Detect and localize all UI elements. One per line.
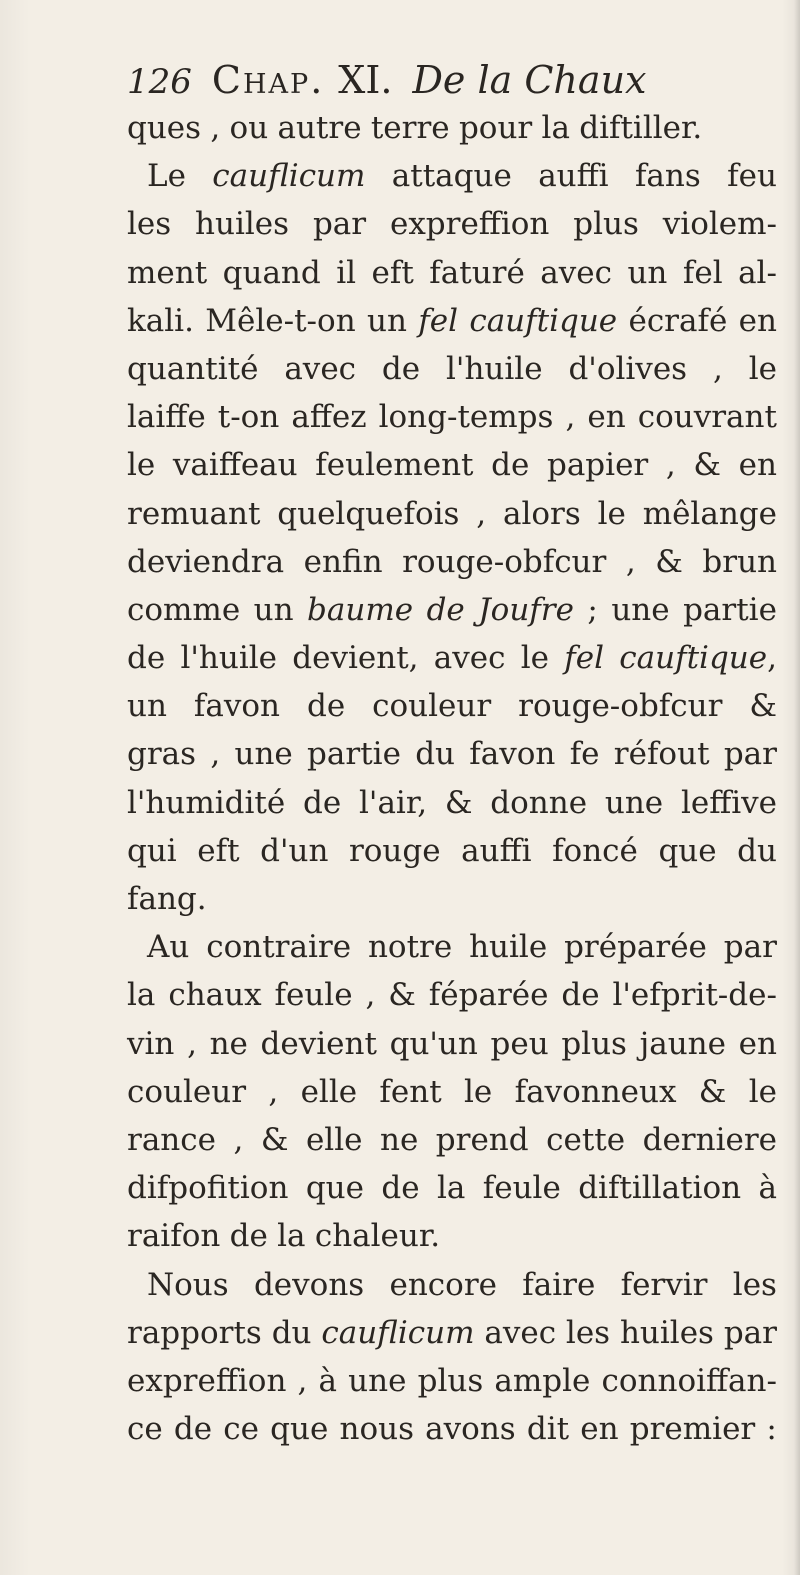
word: l'humidité	[127, 784, 286, 821]
word: rouge-obfcur	[402, 543, 607, 580]
word: brun	[702, 543, 777, 580]
chapter-title: De la Chaux	[412, 58, 647, 102]
word: Le	[147, 158, 186, 195]
word: en	[738, 447, 777, 484]
word: ce	[127, 1411, 163, 1448]
text-line	[127, 1405, 777, 1453]
word: quelquefois	[277, 495, 460, 532]
word: Joufre	[478, 591, 574, 628]
word: encore	[389, 1266, 497, 1303]
word: Au	[147, 929, 190, 966]
word: il	[336, 254, 357, 291]
word: al-	[738, 254, 777, 291]
text-line	[127, 1212, 777, 1260]
word: elle	[300, 1073, 358, 1110]
word: attaque	[391, 158, 512, 195]
text-line	[127, 249, 777, 297]
text-line	[127, 200, 777, 248]
word: qui	[127, 832, 177, 869]
text-line	[127, 1309, 777, 1357]
word: partie	[307, 736, 401, 773]
word: long-temps	[378, 399, 554, 436]
word: kali.	[127, 302, 194, 339]
word: huile	[469, 929, 548, 966]
word: pour	[458, 110, 533, 146]
word: plus	[573, 206, 639, 243]
word: peu	[490, 1025, 549, 1062]
word: chaleur.	[314, 1218, 441, 1255]
word: rouge	[348, 832, 441, 869]
word: avec	[540, 254, 612, 291]
word: par	[723, 736, 777, 773]
word: foncé	[552, 832, 638, 869]
text-line	[127, 1357, 777, 1405]
word: de	[173, 1411, 213, 1448]
word: remuant	[127, 495, 261, 532]
word: fel	[682, 254, 723, 291]
word: de	[306, 688, 346, 725]
word: la	[436, 1170, 466, 1207]
word: une	[348, 1362, 407, 1399]
text-line	[127, 1116, 777, 1164]
text-line	[127, 682, 777, 730]
word: de	[229, 1218, 268, 1255]
word: premier	[629, 1411, 756, 1448]
text-line	[127, 971, 777, 1019]
word: ,	[625, 543, 636, 580]
word: diftiller.	[579, 110, 703, 146]
word: avons	[425, 1411, 516, 1448]
text-line	[127, 779, 777, 827]
word: que	[305, 1170, 364, 1207]
word: quand	[222, 254, 321, 291]
word: devient,	[292, 640, 419, 677]
word: papier	[546, 447, 649, 484]
word: avec	[484, 1314, 557, 1351]
word: une	[604, 784, 664, 821]
word: couvrant	[637, 399, 777, 436]
text-line	[127, 393, 777, 441]
word: elle	[305, 1121, 363, 1158]
word: feulement	[315, 447, 474, 484]
word: en	[587, 399, 626, 436]
word: l'air,	[359, 784, 428, 821]
word: ce	[223, 1411, 259, 1448]
word: ,	[268, 1073, 279, 1110]
word: &	[260, 1121, 289, 1158]
word: que	[270, 1411, 329, 1448]
word: par	[723, 1314, 777, 1351]
word: devient	[260, 1025, 377, 1062]
text-line	[127, 1068, 777, 1116]
word: &	[444, 784, 473, 821]
word: expreffion	[127, 1362, 287, 1399]
word: :	[766, 1411, 777, 1448]
word: un	[367, 302, 407, 339]
word: dit	[526, 1411, 570, 1448]
word: fent	[379, 1073, 442, 1110]
word: à	[318, 1362, 338, 1399]
word: plus	[417, 1362, 484, 1399]
word: le	[464, 1073, 493, 1110]
word: l'huile	[180, 640, 278, 677]
word: vin	[127, 1025, 175, 1062]
text-line	[127, 875, 777, 923]
word: feule	[482, 1170, 561, 1207]
word: deviendra	[127, 543, 285, 580]
word: ,	[712, 350, 723, 387]
word: &	[388, 977, 416, 1014]
word: diftillation	[578, 1170, 742, 1207]
word: favonneux	[514, 1073, 677, 1110]
body-text	[127, 104, 777, 1453]
word: couleur	[372, 688, 492, 725]
word: notre	[367, 929, 453, 966]
word: le	[748, 350, 777, 387]
word: faire	[522, 1266, 596, 1303]
word: ,	[210, 736, 221, 773]
word: laiffe	[127, 399, 206, 436]
word: Nous	[147, 1266, 229, 1303]
word: ,	[365, 977, 376, 1014]
page-number: 126	[127, 62, 192, 102]
word: baume	[307, 591, 414, 628]
word: leffive	[680, 784, 777, 821]
word: connoiffan-	[601, 1362, 777, 1399]
word: jaune	[639, 1025, 726, 1062]
word: fans	[634, 158, 701, 195]
word: &	[655, 543, 683, 580]
word: cauftique,	[619, 640, 777, 677]
word: en	[738, 1025, 777, 1062]
word: ,	[565, 399, 576, 436]
chapter-number: XI.	[338, 58, 393, 102]
word: ,	[297, 1362, 308, 1399]
word: chaux	[168, 977, 262, 1014]
word: du	[737, 832, 777, 869]
word: favon	[469, 736, 556, 773]
word: ne	[379, 1121, 419, 1158]
word: favon	[193, 688, 281, 725]
word: de	[127, 640, 166, 677]
word: faturé	[429, 254, 525, 291]
word: la	[541, 110, 570, 146]
word: ment	[127, 254, 208, 291]
word: partie	[683, 591, 777, 628]
word: ou	[229, 110, 269, 146]
word: cauftique	[469, 302, 618, 339]
word: de	[426, 591, 465, 628]
word: l'huile	[446, 350, 543, 387]
word: le	[520, 640, 550, 677]
word: gras	[127, 736, 197, 773]
word: que	[658, 832, 717, 869]
word: à	[758, 1170, 777, 1207]
word: mêlange	[642, 495, 777, 532]
word: fang.	[127, 881, 207, 917]
word: de	[381, 350, 421, 387]
word: d'un	[260, 832, 329, 869]
word: alors	[502, 495, 581, 532]
text-line	[127, 538, 777, 586]
word: vaiffeau	[172, 447, 298, 484]
text-line	[127, 490, 777, 538]
page-edge-shadow	[794, 0, 800, 1575]
word: rapports	[127, 1314, 262, 1351]
text-line	[127, 1164, 777, 1212]
word: enfin	[303, 543, 383, 580]
word: écrafé	[628, 302, 728, 339]
text-line	[127, 827, 777, 875]
text-line	[127, 297, 777, 345]
word: ,	[187, 1025, 197, 1062]
word: rouge-obfcur	[518, 688, 723, 725]
text-line	[127, 586, 777, 634]
text-line	[127, 1020, 777, 1068]
word: eft	[371, 254, 414, 291]
word: ,	[233, 1121, 244, 1158]
word: &	[693, 447, 721, 484]
word: nous	[339, 1411, 414, 1448]
word: une	[234, 736, 293, 773]
word: l'efprit-de-	[612, 977, 777, 1014]
word: autre	[277, 110, 362, 146]
word: avec	[433, 640, 506, 677]
word: huiles	[195, 206, 290, 243]
word: raifon	[127, 1218, 221, 1255]
word: cette	[546, 1121, 626, 1158]
word: de	[381, 1170, 420, 1207]
word: derniere	[642, 1121, 777, 1158]
word: la	[127, 977, 156, 1014]
word: comme	[127, 591, 241, 628]
word: du	[271, 1314, 312, 1351]
text-line	[127, 104, 777, 152]
word: une	[611, 591, 670, 628]
word: devons	[253, 1266, 365, 1303]
word: &	[749, 688, 777, 725]
word: préparée	[564, 929, 707, 966]
word: les	[127, 206, 172, 243]
word: expreffion	[389, 206, 550, 243]
word: violem-	[662, 206, 777, 243]
word: couleur	[127, 1073, 247, 1110]
word: ;	[587, 591, 598, 628]
text-line	[127, 441, 777, 489]
word: le	[748, 1073, 777, 1110]
word: terre	[370, 110, 450, 146]
word: féparée	[428, 977, 549, 1014]
word: fel	[564, 640, 605, 677]
word: en	[580, 1411, 619, 1448]
word: en	[738, 302, 777, 339]
word: cauflicum	[212, 158, 366, 195]
word: les	[732, 1266, 777, 1303]
word: qu'un	[389, 1025, 478, 1062]
word: rance	[127, 1121, 216, 1158]
chapter-label: Chap.	[211, 58, 325, 102]
word: plus	[561, 1025, 627, 1062]
word: fel	[418, 302, 458, 339]
text-line	[127, 730, 777, 778]
word: d'olives	[568, 350, 688, 387]
word: auffi	[461, 832, 532, 869]
text-line	[127, 152, 777, 200]
word: fervir	[620, 1266, 708, 1303]
word: par	[312, 206, 367, 243]
word: de	[491, 447, 530, 484]
word: prend	[435, 1121, 529, 1158]
word: ne	[209, 1025, 248, 1062]
text-line	[127, 1261, 777, 1309]
word: la	[277, 1218, 306, 1255]
word: cauflicum	[321, 1314, 475, 1351]
running-header	[127, 54, 646, 106]
word: t-on	[217, 399, 280, 436]
word: un	[253, 591, 294, 628]
word: de	[303, 784, 342, 821]
word: du	[415, 736, 456, 773]
word: feu	[727, 158, 777, 195]
word: &	[698, 1073, 727, 1110]
word: feule	[274, 977, 353, 1014]
text-line	[127, 345, 777, 393]
word: ,	[476, 495, 487, 532]
word: par	[723, 929, 777, 966]
word: auffi	[538, 158, 609, 195]
word: ques	[127, 110, 202, 146]
word: affez	[291, 399, 367, 436]
word: le	[597, 495, 626, 532]
word: Mêle-t-on	[205, 302, 356, 339]
word: huiles	[619, 1314, 714, 1351]
word: difpofition	[127, 1170, 289, 1207]
word: ample	[494, 1362, 591, 1399]
word: un	[127, 688, 167, 725]
word: réfout	[613, 736, 710, 773]
word: le	[127, 447, 156, 484]
word: un	[627, 254, 668, 291]
word: les	[565, 1314, 611, 1351]
word: fe	[569, 736, 600, 773]
word: ,	[210, 110, 221, 146]
word: de	[561, 977, 600, 1014]
word: donne	[490, 784, 588, 821]
text-line	[127, 923, 777, 971]
text-line	[127, 634, 777, 682]
word: eft	[197, 832, 240, 869]
word: avec	[284, 350, 357, 387]
word: quantité	[127, 350, 259, 387]
word: ,	[665, 447, 676, 484]
word: contraire	[206, 929, 352, 966]
